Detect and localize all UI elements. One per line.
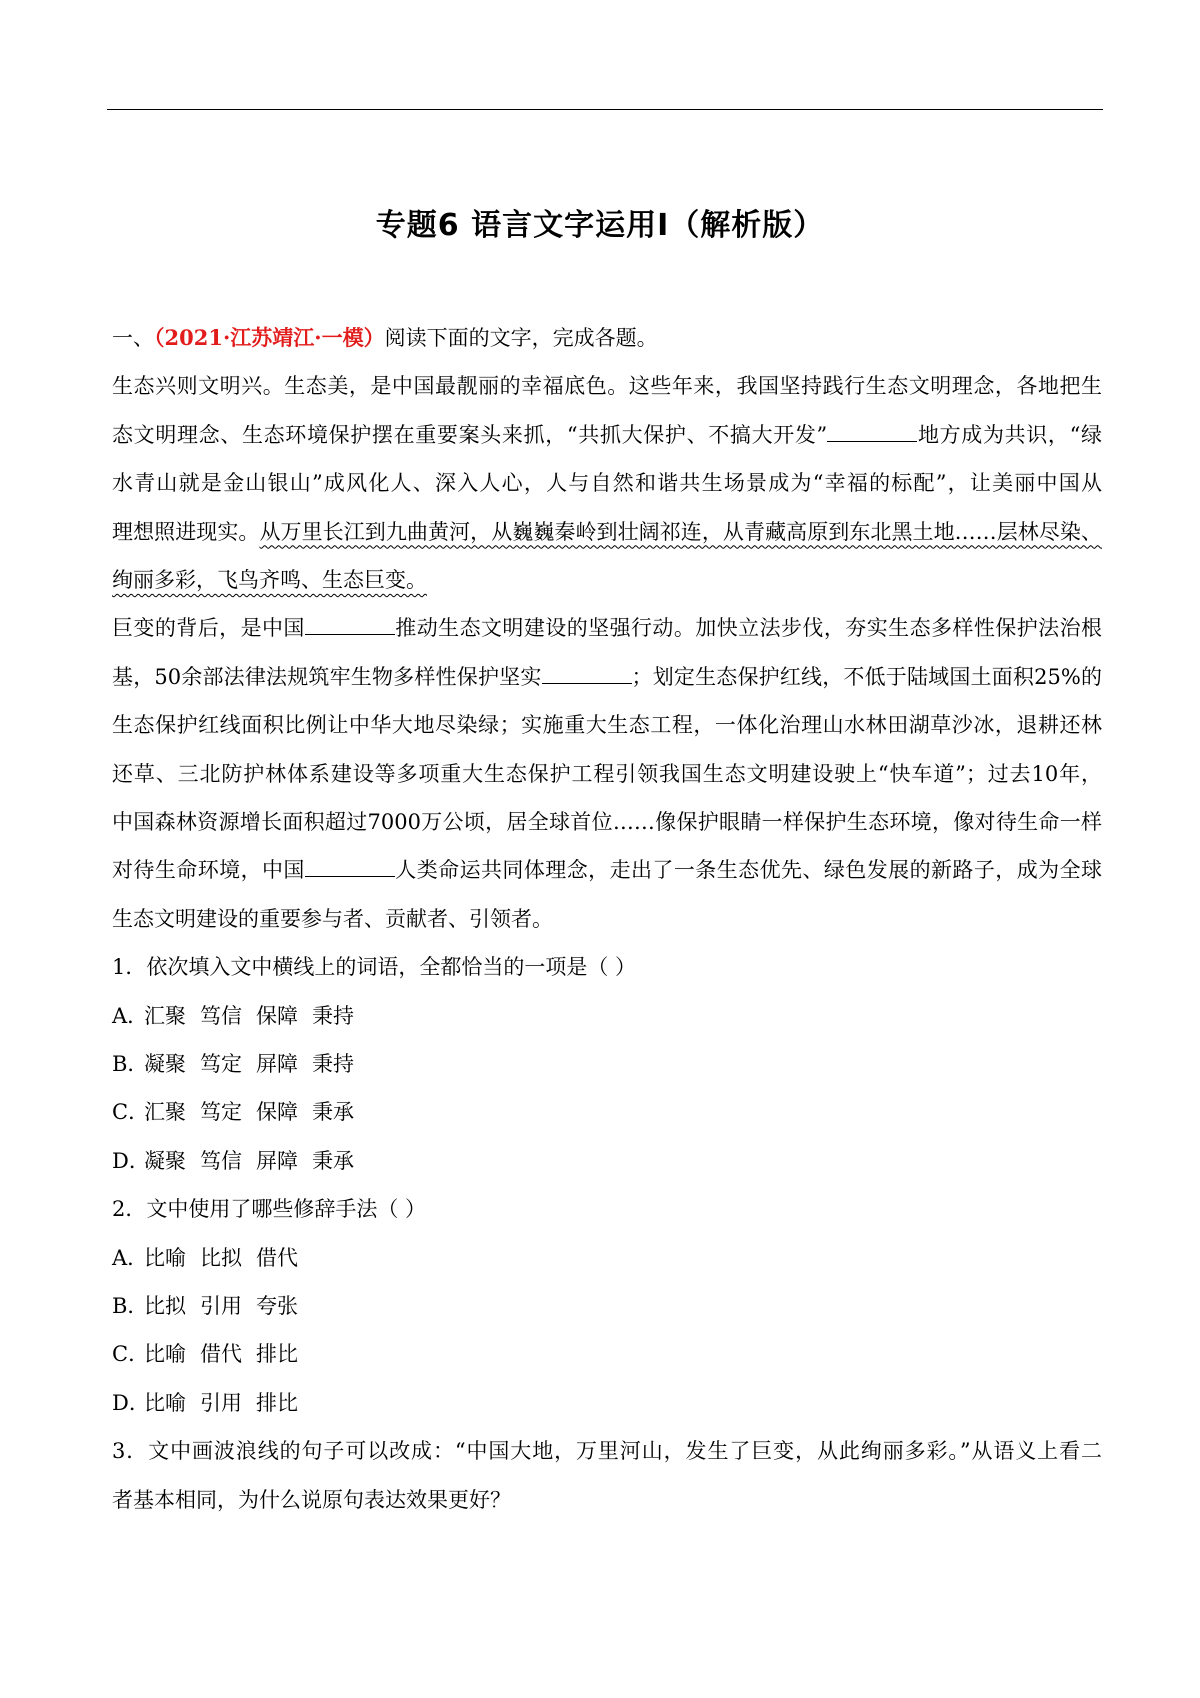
option-word: 汇聚	[144, 1100, 186, 1125]
passage-text: 基，50余部法律法规筑牢生物多样性保护坚实	[112, 664, 542, 689]
passage-line: 生态文明建设的重要参与者、贡献者、引领者。	[112, 906, 553, 931]
passage-line: 生态保护红线面积比例让中华大地尽染绿；实施重大生态工程，一体化治理山水林田湖草沙冰，退耕还林	[112, 713, 1102, 738]
question-stem: 1．依次填入文中横线上的词语，全都恰当的一项是（ ）	[112, 955, 637, 980]
option-label: A．	[112, 1245, 149, 1270]
passage-text: 态文明理念、生态环境保护摆在重要案头来抓，“共抓大保护、不搞大开发”	[112, 422, 828, 447]
option-word: 屏障	[256, 1148, 298, 1173]
option-word: 夸张	[256, 1293, 298, 1318]
passage-line	[112, 653, 1102, 701]
passage-line	[112, 508, 1102, 556]
passage-line	[112, 411, 1102, 459]
section-prefix: 一、	[112, 326, 154, 350]
source-tag: （2021·江苏靖江·一模）	[154, 325, 385, 350]
option-word: 比喻	[144, 1342, 186, 1367]
option-word: 凝聚	[144, 1148, 186, 1173]
option-word: 秉承	[312, 1100, 354, 1125]
option-word: 笃信	[200, 1148, 242, 1173]
option-d	[112, 1379, 1102, 1427]
passage-text: 人类命运共同体理念，走出了一条生态优先、绿色发展的新路子，成为全球	[394, 858, 1102, 883]
section-heading	[112, 314, 1102, 362]
option-word: 引用	[200, 1293, 242, 1318]
option-word: 笃定	[200, 1051, 242, 1076]
passage-text: 理想照进现实。	[112, 519, 260, 544]
option-label: B．	[112, 1051, 149, 1076]
option-b	[112, 1040, 1102, 1088]
fill-blank	[305, 614, 395, 635]
passage-line: 还草、三北防护林体系建设等多项重大生态保护工程引领我国生态文明建设驶上“快车道”；过去10年，	[112, 761, 1102, 786]
option-word: 屏障	[256, 1051, 298, 1076]
option-d	[112, 1137, 1102, 1185]
option-b	[112, 1282, 1102, 1330]
passage-line: 生态兴则文明兴。生态美，是中国最靓丽的幸福底色。这些年来，我国坚持践行生态文明理念，各地把生	[112, 374, 1102, 399]
option-word: 排比	[256, 1390, 298, 1415]
fill-blank	[827, 421, 917, 442]
option-word: 比喻	[144, 1245, 186, 1270]
document-title: 专题6 语言文字运用Ⅰ（解析版）	[375, 208, 825, 243]
option-word: 比拟	[200, 1245, 242, 1270]
option-word: 秉持	[312, 1051, 354, 1076]
option-c	[112, 1330, 1102, 1378]
passage-line	[112, 556, 1102, 604]
option-label: D．	[112, 1390, 150, 1415]
option-label: D．	[112, 1148, 150, 1173]
option-word: 保障	[256, 1100, 298, 1125]
option-c	[112, 1088, 1102, 1136]
passage-text: 巨变的背后，是中国	[112, 616, 305, 641]
option-label: B．	[112, 1293, 149, 1318]
question-stem: 2．文中使用了哪些修辞手法（ ）	[112, 1197, 427, 1222]
document-body	[112, 314, 1102, 1524]
option-label: C．	[112, 1342, 150, 1367]
wavy-underlined-sentence: 从万里长江到九曲黄河，从巍巍秦岭到壮阔祁连，从青藏高原到东北黑土地……层林尽染、	[259, 519, 1102, 544]
passage-text: 推动生态文明建设的坚强行动。加快立法步伐，夯实生态多样性保护法治根	[394, 616, 1102, 641]
option-word: 笃定	[200, 1100, 242, 1125]
header-rule	[107, 109, 1103, 110]
option-a	[112, 1234, 1102, 1282]
passage-line: 水青山就是金山银山”成风化人、深入人心，人与自然和谐共生场景成为“幸福的标配”，让美丽中国从	[112, 471, 1102, 496]
option-word: 借代	[256, 1245, 298, 1270]
passage-line: 中国森林资源增长面积超过7000万公顷，居全球首位……像保护眼睛一样保护生态环境，像对待生命一样	[112, 809, 1102, 834]
option-word: 秉承	[312, 1148, 354, 1173]
fill-blank	[542, 663, 632, 684]
question-stem-continued: 者基本相同，为什么说原句表达效果更好？	[112, 1487, 511, 1512]
passage-text: ；划定生态保护红线，不低于陆域国土面积25%的	[631, 664, 1102, 689]
option-word: 汇聚	[144, 1003, 186, 1028]
passage-text: 对待生命环境，中国	[112, 858, 305, 883]
wavy-underlined-sentence: 绚丽多彩，飞鸟齐鸣、生态巨变。	[112, 567, 427, 592]
passage-line	[112, 846, 1102, 894]
option-label: C．	[112, 1100, 150, 1125]
option-word: 凝聚	[144, 1051, 186, 1076]
fill-blank	[305, 856, 395, 877]
option-word: 比拟	[144, 1293, 186, 1318]
option-word: 排比	[256, 1342, 298, 1367]
option-word: 借代	[200, 1342, 242, 1367]
option-a	[112, 992, 1102, 1040]
option-label: A．	[112, 1003, 149, 1028]
passage-line	[112, 604, 1102, 652]
question-stem: 3．文中画波浪线的句子可以改成：“中国大地，万里河山，发生了巨变，从此绚丽多彩。”从语义上看二	[112, 1439, 1102, 1464]
section-instruction: 阅读下面的文字，完成各题。	[384, 326, 658, 350]
passage-text: 地方成为共识，“绿	[917, 422, 1102, 447]
option-word: 笃信	[200, 1003, 242, 1028]
option-word: 保障	[256, 1003, 298, 1028]
option-word: 比喻	[144, 1390, 186, 1415]
option-word: 秉持	[312, 1003, 354, 1028]
option-word: 引用	[200, 1390, 242, 1415]
